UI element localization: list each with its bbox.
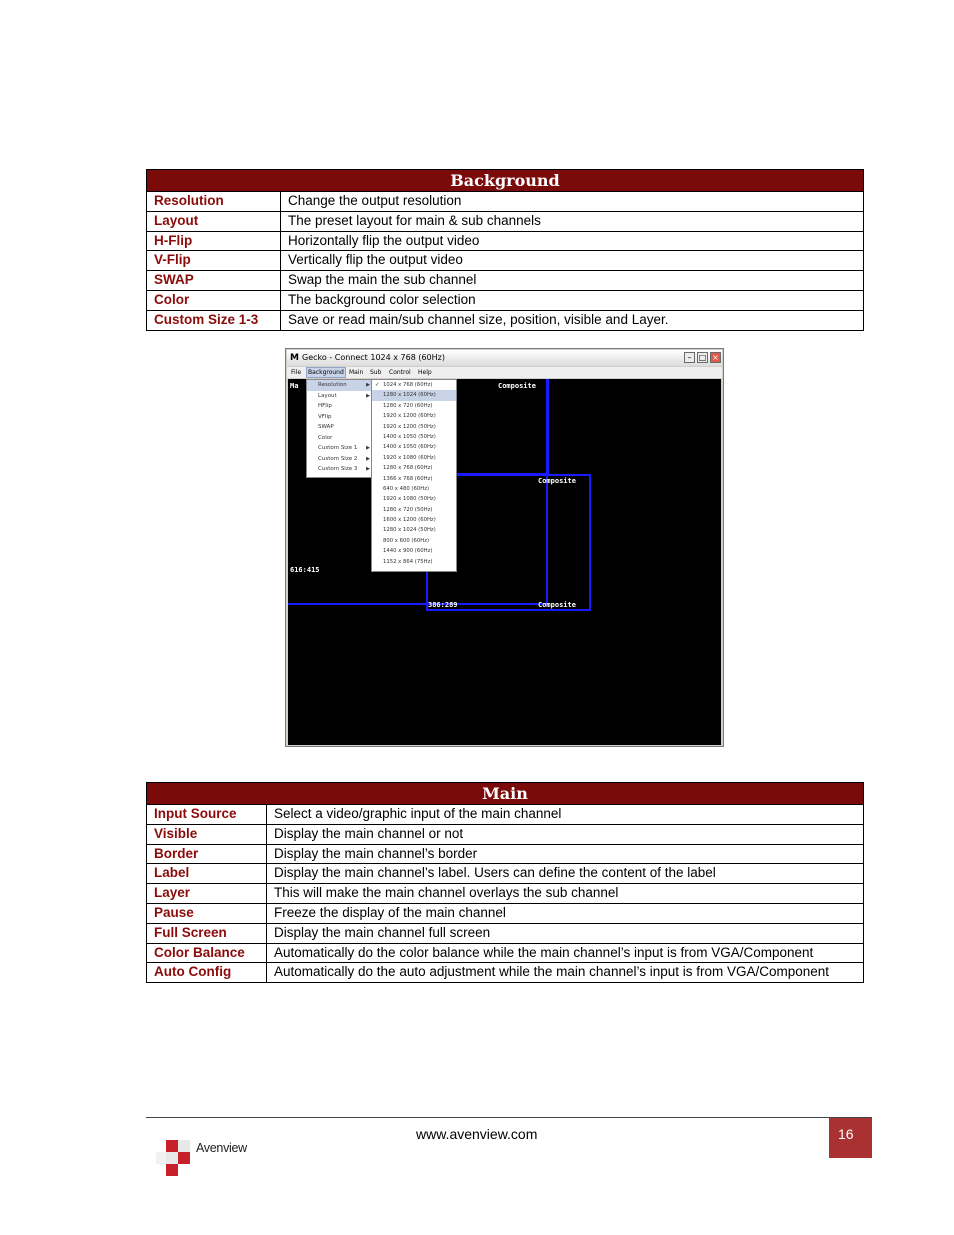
row-key: Pause bbox=[147, 903, 267, 923]
resolution-option[interactable]: 1920 x 1200 (50Hz) bbox=[383, 423, 436, 430]
menu-item-custom-size-1[interactable]: Custom Size 1 ▶ bbox=[318, 445, 370, 451]
resolution-option[interactable]: 1280 x 720 (50Hz) bbox=[383, 506, 433, 513]
footer-url: www.avenview.com bbox=[416, 1126, 538, 1142]
resolution-option[interactable]: 1400 x 1050 (50Hz) bbox=[383, 433, 436, 440]
composite-label: Composite bbox=[538, 601, 576, 609]
table-row bbox=[147, 805, 864, 825]
table-row bbox=[147, 963, 864, 983]
row-desc: Vertically flip the output video bbox=[281, 251, 864, 271]
table-row bbox=[147, 290, 864, 310]
row-desc: The background color selection bbox=[281, 290, 864, 310]
background-dropdown bbox=[306, 379, 374, 478]
menu-main[interactable]: Main bbox=[349, 369, 364, 376]
row-key: Input Source bbox=[147, 805, 267, 825]
menu-item-vflip[interactable]: VFlip bbox=[318, 413, 332, 420]
main-size-label: 616:415 bbox=[290, 566, 320, 574]
resolution-option[interactable]: 1280 x 768 (60Hz) bbox=[383, 465, 433, 472]
resolution-option[interactable]: 1400 x 1050 (60Hz) bbox=[383, 444, 436, 451]
table-row bbox=[147, 251, 864, 271]
resolution-option[interactable]: 1366 x 768 (60Hz) bbox=[383, 475, 433, 482]
resolution-submenu bbox=[371, 379, 457, 572]
row-key: Color Balance bbox=[147, 943, 267, 963]
background-table bbox=[146, 169, 864, 331]
resolution-option[interactable]: 1280 x 1024 (50Hz) bbox=[383, 527, 436, 534]
row-desc: Automatically do the auto adjustment while the main channel’s input is from VGA/Component bbox=[267, 963, 864, 983]
table-row bbox=[147, 923, 864, 943]
table-row bbox=[147, 271, 864, 291]
menu-item-layout[interactable]: Layout ▶ bbox=[318, 392, 370, 399]
resolution-option[interactable]: 640 x 480 (60Hz) bbox=[383, 485, 430, 492]
resolution-option[interactable]: 1920 x 1080 (50Hz) bbox=[383, 496, 436, 503]
resolution-option[interactable]: 800 x 600 (60Hz) bbox=[383, 537, 430, 544]
maximize-icon[interactable]: □ bbox=[698, 353, 707, 362]
row-desc: Display the main channel’s label. Users can define the content of the label bbox=[267, 864, 864, 884]
row-desc: The preset layout for main & sub channels bbox=[281, 211, 864, 231]
menu-item-hflip[interactable]: HFlip bbox=[318, 403, 332, 409]
app-icon: M bbox=[290, 353, 299, 363]
composite-label: Composite bbox=[498, 382, 536, 390]
menu-item-swap[interactable]: SWAP bbox=[318, 424, 334, 430]
resolution-option[interactable]: 1280 x 1024 (60Hz) bbox=[372, 390, 456, 400]
menu-bar bbox=[287, 367, 722, 378]
footer-divider bbox=[146, 1117, 872, 1118]
row-desc: Save or read main/sub channel size, position, visible and Layer. bbox=[281, 310, 864, 330]
row-key: Visible bbox=[147, 824, 267, 844]
table-row bbox=[147, 943, 864, 963]
resolution-option[interactable]: 1152 x 864 (75Hz) bbox=[383, 558, 433, 565]
row-key: Color bbox=[147, 290, 281, 310]
row-key: H-Flip bbox=[147, 231, 281, 251]
row-key: Full Screen bbox=[147, 923, 267, 943]
resolution-option[interactable]: ✓ 1024 x 768 (60Hz) bbox=[372, 380, 456, 390]
background-table-title: Background bbox=[147, 170, 864, 192]
table-row bbox=[147, 824, 864, 844]
resolution-option[interactable]: 1440 x 900 (60Hz) bbox=[383, 548, 433, 555]
resolution-option[interactable]: 1920 x 1080 (60Hz) bbox=[383, 454, 436, 461]
checkmark-icon: ✓ bbox=[375, 382, 380, 388]
row-desc: Display the main channel full screen bbox=[267, 923, 864, 943]
row-key: Auto Config bbox=[147, 963, 267, 983]
logo-text: Avenview bbox=[196, 1141, 247, 1155]
row-desc: This will make the main channel overlays the sub channel bbox=[267, 884, 864, 904]
row-key: Layout bbox=[147, 211, 281, 231]
table-row bbox=[147, 903, 864, 923]
menu-help[interactable]: Help bbox=[418, 369, 432, 376]
main-table bbox=[146, 782, 864, 983]
row-key: V-Flip bbox=[147, 251, 281, 271]
row-desc: Swap the main the sub channel bbox=[281, 271, 864, 291]
minimize-icon[interactable]: – bbox=[684, 352, 695, 363]
resolution-option[interactable]: 1600 x 1200 (60Hz) bbox=[383, 517, 436, 524]
row-key: Label bbox=[147, 864, 267, 884]
row-key: Resolution bbox=[147, 192, 281, 212]
row-key: Border bbox=[147, 844, 267, 864]
row-desc: Freeze the display of the main channel bbox=[267, 903, 864, 923]
row-key: Layer bbox=[147, 884, 267, 904]
sub-size-label: 386:289 bbox=[428, 601, 458, 609]
window-titlebar bbox=[287, 350, 722, 366]
avenview-logo bbox=[156, 1137, 266, 1187]
app-window-screenshot bbox=[285, 348, 724, 747]
row-key: Custom Size 1-3 bbox=[147, 310, 281, 330]
row-desc: Horizontally flip the output video bbox=[281, 231, 864, 251]
sub-channel-frame[interactable] bbox=[447, 379, 549, 475]
table-row bbox=[147, 884, 864, 904]
menu-background[interactable]: Background bbox=[308, 369, 344, 376]
main-label: Ma bbox=[290, 382, 299, 390]
menu-item-custom-size-2[interactable]: Custom Size 2 ▶ bbox=[318, 455, 370, 462]
table-row bbox=[147, 192, 864, 212]
menu-sub[interactable]: Sub bbox=[370, 369, 382, 376]
menu-item-resolution[interactable]: Resolution ▶ bbox=[307, 380, 373, 391]
close-icon[interactable]: × bbox=[710, 352, 721, 363]
table-row bbox=[147, 211, 864, 231]
row-desc: Automatically do the color balance while the main channel’s input is from VGA/Component bbox=[267, 943, 864, 963]
menu-item-color[interactable]: Color bbox=[318, 434, 333, 441]
resolution-option[interactable]: 1280 x 720 (60Hz) bbox=[383, 402, 433, 409]
resolution-option[interactable]: 1920 x 1200 (60Hz) bbox=[383, 413, 436, 420]
table-row bbox=[147, 864, 864, 884]
row-key: SWAP bbox=[147, 271, 281, 291]
output-preview bbox=[288, 379, 721, 745]
composite-label: Composite bbox=[538, 477, 576, 485]
row-desc: Display the main channel’s border bbox=[267, 844, 864, 864]
row-desc: Display the main channel or not bbox=[267, 824, 864, 844]
menu-item-custom-size-3[interactable]: Custom Size 3 ▶ bbox=[318, 466, 370, 472]
table-row bbox=[147, 844, 864, 864]
row-desc: Select a video/graphic input of the main channel bbox=[267, 805, 864, 825]
table-row bbox=[147, 231, 864, 251]
row-desc: Change the output resolution bbox=[281, 192, 864, 212]
main-table-title: Main bbox=[147, 783, 864, 805]
menu-file[interactable]: File bbox=[291, 369, 302, 376]
table-row bbox=[147, 310, 864, 330]
page-number: 16 bbox=[829, 1118, 872, 1158]
menu-control[interactable]: Control bbox=[389, 369, 411, 376]
window-title: Gecko - Connect 1024 x 768 (60Hz) bbox=[302, 353, 445, 362]
